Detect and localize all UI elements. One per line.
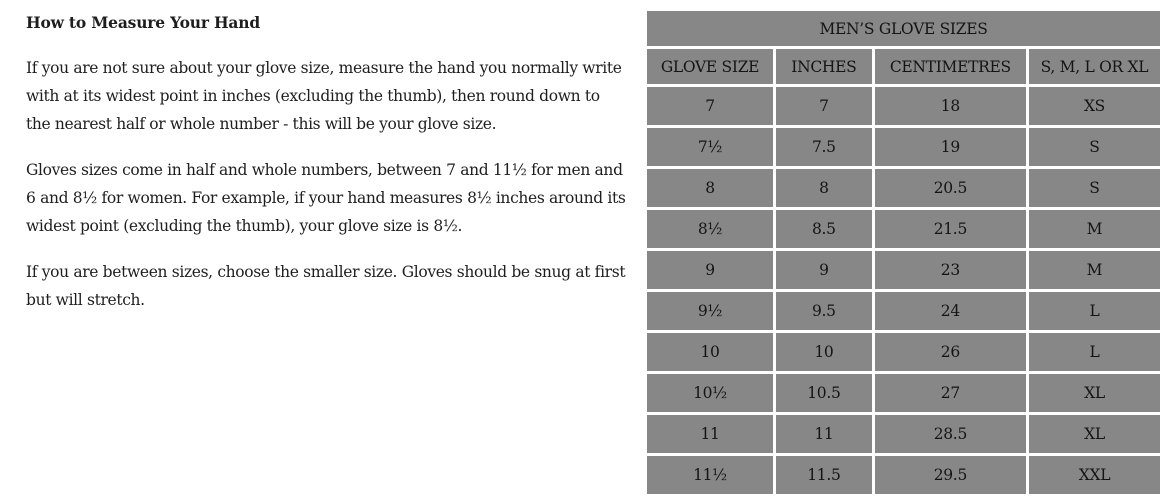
table-cell: 9 [776,251,872,289]
table-cell: 18 [875,87,1026,125]
table-cell: 29.5 [875,456,1026,494]
table-cell: 9.5 [776,292,872,330]
table-row [647,333,1160,371]
table-row [647,415,1160,453]
table-row [647,292,1160,330]
table-cell: 26 [875,333,1026,371]
table-row [647,87,1160,125]
table-cell: L [1029,292,1160,330]
table-cell: 21.5 [875,210,1026,248]
guide-heading: How to Measure Your Hand [26,13,260,32]
table-row [647,210,1160,248]
table-cell: 9 [647,251,773,289]
column-header: S, M, L OR XL [1029,49,1160,84]
table-cell: 8 [776,169,872,207]
table-cell: 24 [875,292,1026,330]
table-row [647,251,1160,289]
table-cell: 11½ [647,456,773,494]
table-cell: 7 [647,87,773,125]
table-row [647,128,1160,166]
table-cell: S [1029,128,1160,166]
table-cell: 11 [776,415,872,453]
table-row [647,169,1160,207]
table-cell: 7 [776,87,872,125]
table-cell: L [1029,333,1160,371]
table-cell: 10 [647,333,773,371]
table-cell: 23 [875,251,1026,289]
table-row [647,456,1160,494]
table-cell: 8.5 [776,210,872,248]
table-cell: M [1029,251,1160,289]
table-row [647,374,1160,412]
table-cell: 7.5 [776,128,872,166]
table-cell: M [1029,210,1160,248]
measure-guide [26,12,626,332]
glove-size-table [644,8,1163,497]
column-header: GLOVE SIZE [647,49,773,84]
table-cell: 8 [647,169,773,207]
table-cell: XS [1029,87,1160,125]
table-cell: 11.5 [776,456,872,494]
column-header: CENTIMETRES [875,49,1026,84]
table-cell: 28.5 [875,415,1026,453]
table-cell: 8½ [647,210,773,248]
table-cell: 9½ [647,292,773,330]
table-cell: 10 [776,333,872,371]
guide-paragraph: If you are not sure about your glove size, measure the hand you normally write with at its widest point in inches (excluding the thumb), then round down to the nearest half or whole number - this will be your glove size. [26,59,622,133]
table-cell: XL [1029,415,1160,453]
table-cell: 20.5 [875,169,1026,207]
table-cell: 19 [875,128,1026,166]
table-cell: 10.5 [776,374,872,412]
table-title: MEN’S GLOVE SIZES [647,11,1160,46]
column-header: INCHES [776,49,872,84]
table-cell: 10½ [647,374,773,412]
guide-paragraph: If you are between sizes, choose the smaller size. Gloves should be snug at first but will stretch. [26,263,626,309]
table-cell: XL [1029,374,1160,412]
guide-paragraph: Gloves sizes come in half and whole numbers, between 7 and 11½ for men and 6 and 8½ for women. For example, if your hand measures 8½ inches around its widest point (excluding the thumb), your glove size is 8½. [26,161,626,235]
table-cell: 7½ [647,128,773,166]
table-cell: S [1029,169,1160,207]
table-cell: 27 [875,374,1026,412]
table-cell: 11 [647,415,773,453]
table-cell: XXL [1029,456,1160,494]
